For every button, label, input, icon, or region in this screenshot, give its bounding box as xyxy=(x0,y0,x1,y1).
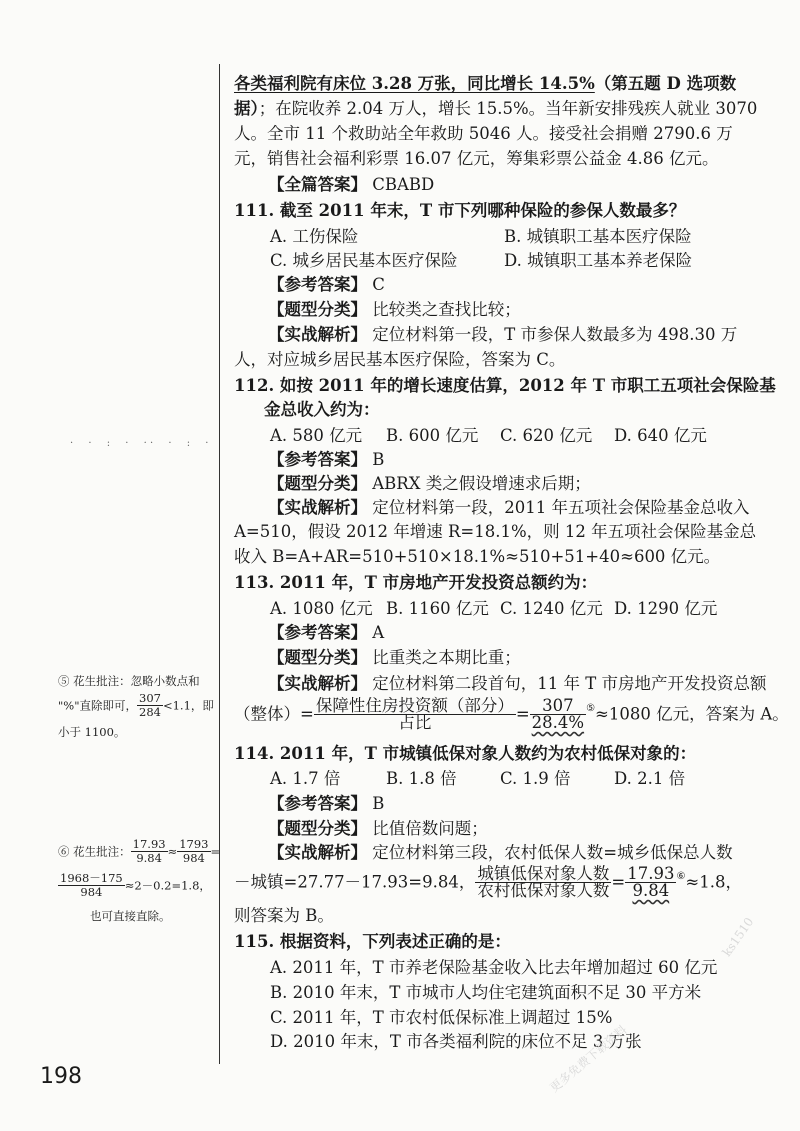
q112-analysis-3: 收入 B=A+AR=510+510×18.1%≈510+51+40≈600 亿元。 xyxy=(234,547,721,566)
type-label: 【题型分类】 xyxy=(268,648,367,667)
fraction-denominator: 占比 xyxy=(398,713,432,732)
q114-answer xyxy=(268,794,384,814)
q112-stem: 112. 如按 2011 年的增长速度估算，2012 年 T 市职工五项社会保险基 xyxy=(234,376,776,395)
type-label: 【题型分类】 xyxy=(268,300,367,319)
analysis-text: 定位材料第二段首句，11 年 T 市房地产开发投资总额 xyxy=(372,674,767,693)
margin-note-6-line-3: 也可直接直除。 xyxy=(90,909,171,923)
margin-note-6-line-2 xyxy=(58,872,211,899)
q113-option-d: D. 1290 亿元 xyxy=(614,599,718,618)
fraction-denominator: 9.84 xyxy=(136,851,162,865)
formula-prefix: －城镇=27.77－17.93=9.84， xyxy=(234,872,476,892)
watermark-text: 更多免费下载资料 xyxy=(547,1022,630,1096)
margin-note-5-line-2 xyxy=(58,692,214,719)
all-answer xyxy=(268,175,434,195)
analysis-label: 【实战解析】 xyxy=(268,325,367,344)
type-value: 比值倍数问题； xyxy=(372,819,488,838)
note-text: "%"直除即可， xyxy=(58,698,138,713)
note-fraction xyxy=(177,838,210,865)
q113-option-a: A. 1080 亿元 xyxy=(270,599,373,618)
type-value: 比较类之查找比较； xyxy=(372,300,521,319)
q114-stem: 114. 2011 年，T 市城镇低保对象人数约为农村低保对象的： xyxy=(234,744,697,763)
analysis-text: 定位材料第一段，T 市参保人数最多为 498.30 万 xyxy=(372,325,738,344)
q114-option-a: A. 1.7 倍 xyxy=(270,769,341,788)
q113-type xyxy=(268,648,521,668)
margin-note-6-line-1 xyxy=(58,838,220,865)
margin-note-5-line-3: 小于 1100。 xyxy=(58,725,126,739)
q113-option-c: C. 1240 亿元 xyxy=(500,599,603,618)
fraction-denominator: 984 xyxy=(182,851,205,865)
analysis-label: 【实战解析】 xyxy=(268,843,367,862)
intro-text: ；在院收养 2.04 万人，增长 15.5%。当年新安排残疾人就业 3070 xyxy=(258,99,758,118)
all-answer-value: CBABD xyxy=(372,175,435,194)
fraction-numerator: 307 xyxy=(139,691,161,705)
q111-answer xyxy=(268,275,385,295)
q111-option-b: B. 城镇职工基本医疗保险 xyxy=(504,227,692,246)
note-text: ≈2－0.2=1.8， xyxy=(124,878,211,893)
answer-label: 【参考答案】 xyxy=(268,794,367,813)
q114-analysis-3: 则答案为 B。 xyxy=(234,906,334,925)
fraction-value xyxy=(530,698,586,731)
q114-formula xyxy=(234,866,742,899)
fraction-numerator: 1793 xyxy=(179,837,209,851)
fraction-numerator: 17.93 xyxy=(627,864,675,883)
analysis-text: 定位材料第三段，农村低保人数=城乡低保总人数 xyxy=(372,843,733,862)
intro-line-1 xyxy=(234,74,736,94)
margin-note-5-line-1: ⑤ 花生批注：忽略小数点和 xyxy=(58,674,200,688)
analysis-label: 【实战解析】 xyxy=(268,498,367,517)
margin-dots-right: · · : · xyxy=(150,438,215,449)
q112-option-a: A. 580 亿元 xyxy=(270,426,363,445)
q114-analysis xyxy=(268,843,733,863)
q113-answer xyxy=(268,623,384,643)
intro-note-ref-end: 据） xyxy=(234,99,259,118)
margin-dots-left: · · : · · xyxy=(70,438,153,449)
q112-analysis xyxy=(268,498,750,518)
q111-analysis xyxy=(268,325,737,345)
answer-label: 【参考答案】 xyxy=(268,623,367,642)
q115-option-d: D. 2010 年末，T 市各类福利院的床位不足 3 万张 xyxy=(270,1032,642,1051)
note-equals: = xyxy=(210,844,221,859)
q113-stem: 113. 2011 年，T 市房地产开发投资总额约为： xyxy=(234,573,598,592)
q112-stem-2: 金总收入约为： xyxy=(264,400,380,419)
intro-note-ref: （第五题 D 选项数 xyxy=(594,74,737,93)
q114-type xyxy=(268,819,488,839)
q114-option-d: D. 2.1 倍 xyxy=(614,769,686,788)
fraction-denominator: 9.84 xyxy=(632,881,670,900)
intro-line-4: 元，销售社会福利彩票 16.07 亿元，筹集彩票公益金 4.86 亿元。 xyxy=(234,149,719,168)
type-label: 【题型分类】 xyxy=(268,474,367,493)
all-answer-label: 【全篇答案】 xyxy=(268,175,367,194)
q111-type xyxy=(268,300,521,320)
analysis-text: 定位材料第一段，2011 年五项社会保险基金总收入 xyxy=(372,498,750,517)
q112-analysis-2: A=510，假设 2012 年增速 R=18.1%，则 12 年五项社会保险基金总 xyxy=(234,522,757,541)
q113-analysis xyxy=(268,674,767,694)
q111-option-c: C. 城乡居民基本医疗保险 xyxy=(270,251,458,270)
q112-type xyxy=(268,474,591,494)
note-approx: ≈ xyxy=(167,844,178,859)
type-value: ABRX 类之假设增速求后期； xyxy=(372,474,591,493)
intro-line-3: 人。全市 11 个救助站全年救助 5046 人。接受社会捐赠 2790.6 万 xyxy=(234,124,733,143)
answer-label: 【参考答案】 xyxy=(268,450,367,469)
intro-line-2 xyxy=(234,99,757,119)
answer-value: B xyxy=(372,794,385,813)
q113-option-b: B. 1160 亿元 xyxy=(386,599,489,618)
q112-option-d: D. 640 亿元 xyxy=(614,426,707,445)
fraction-numerator: 17.93 xyxy=(132,837,166,851)
note-fraction xyxy=(131,838,168,865)
q114-option-c: C. 1.9 倍 xyxy=(500,769,571,788)
analysis-label: 【实战解析】 xyxy=(268,674,367,693)
margin-rule xyxy=(219,64,220,1064)
answer-value: B xyxy=(372,450,385,469)
answer-value: C xyxy=(372,275,385,294)
answer-label: 【参考答案】 xyxy=(268,275,367,294)
q115-stem: 115. 根据资料，下列表述正确的是： xyxy=(234,932,511,951)
type-value: 比重类之本期比重； xyxy=(372,648,521,667)
q111-option-d: D. 城镇职工基本养老保险 xyxy=(504,251,693,270)
equals-sign: = xyxy=(515,704,530,724)
q115-option-c: C. 2011 年，T 市农村低保标准上调超过 15% xyxy=(270,1008,613,1027)
intro-highlight: 各类福利院有床位 3.28 万张，同比增长 14.5% xyxy=(234,74,595,93)
q111-analysis-2: 人，对应城乡居民基本医疗保险，答案为 C。 xyxy=(234,350,566,369)
q112-answer xyxy=(268,450,384,470)
answer-value: A xyxy=(372,623,385,642)
fraction-numerator: 保障性住房投资额（部分） xyxy=(315,696,514,715)
note-fraction xyxy=(137,692,163,719)
fraction-numerator: 307 xyxy=(530,698,586,715)
fraction-value xyxy=(625,866,676,899)
equals-sign: = xyxy=(611,872,626,892)
formula-result: ≈1.8， xyxy=(685,872,742,892)
q115-option-a: A. 2011 年，T 市养老保险基金收入比去年增加超过 60 亿元 xyxy=(270,958,718,977)
fraction-urban-rural xyxy=(475,866,611,899)
note-text: <1.1，即 xyxy=(162,698,214,713)
formula-result: ≈1080 亿元，答案为 A。 xyxy=(595,704,789,724)
fraction-denominator: 984 xyxy=(80,885,103,899)
q112-option-c: C. 620 亿元 xyxy=(500,426,593,445)
fraction-denominator: 284 xyxy=(139,705,161,719)
fraction-numerator: 城镇低保对象人数 xyxy=(477,864,610,883)
q111-stem: 111. 截至 2011 年末，T 市下列哪种保险的参保人数最多？ xyxy=(234,201,686,220)
watermark-code: ks1510 xyxy=(719,914,757,960)
footnote-ref-5: ⑤ xyxy=(586,703,596,714)
note-text: ⑥ 花生批注： xyxy=(58,844,131,859)
type-label: 【题型分类】 xyxy=(268,819,367,838)
fraction-invest-share xyxy=(314,698,516,731)
fraction-numerator: 1968－175 xyxy=(60,871,123,885)
q112-option-b: B. 600 亿元 xyxy=(386,426,479,445)
q111-option-a: A. 工伤保险 xyxy=(270,227,359,246)
page-number: 198 xyxy=(40,1064,82,1089)
fraction-denominator: 农村低保对象人数 xyxy=(477,881,610,900)
fraction-denominator: 28.4% xyxy=(531,713,585,732)
q113-formula xyxy=(234,698,789,731)
q114-option-b: B. 1.8 倍 xyxy=(386,769,457,788)
note-fraction xyxy=(58,872,125,899)
formula-prefix: （整体）= xyxy=(234,704,314,724)
q115-option-b: B. 2010 年末，T 市城市人均住宅建筑面积不足 30 平方米 xyxy=(270,983,702,1002)
footnote-ref-6: ⑥ xyxy=(676,871,686,882)
